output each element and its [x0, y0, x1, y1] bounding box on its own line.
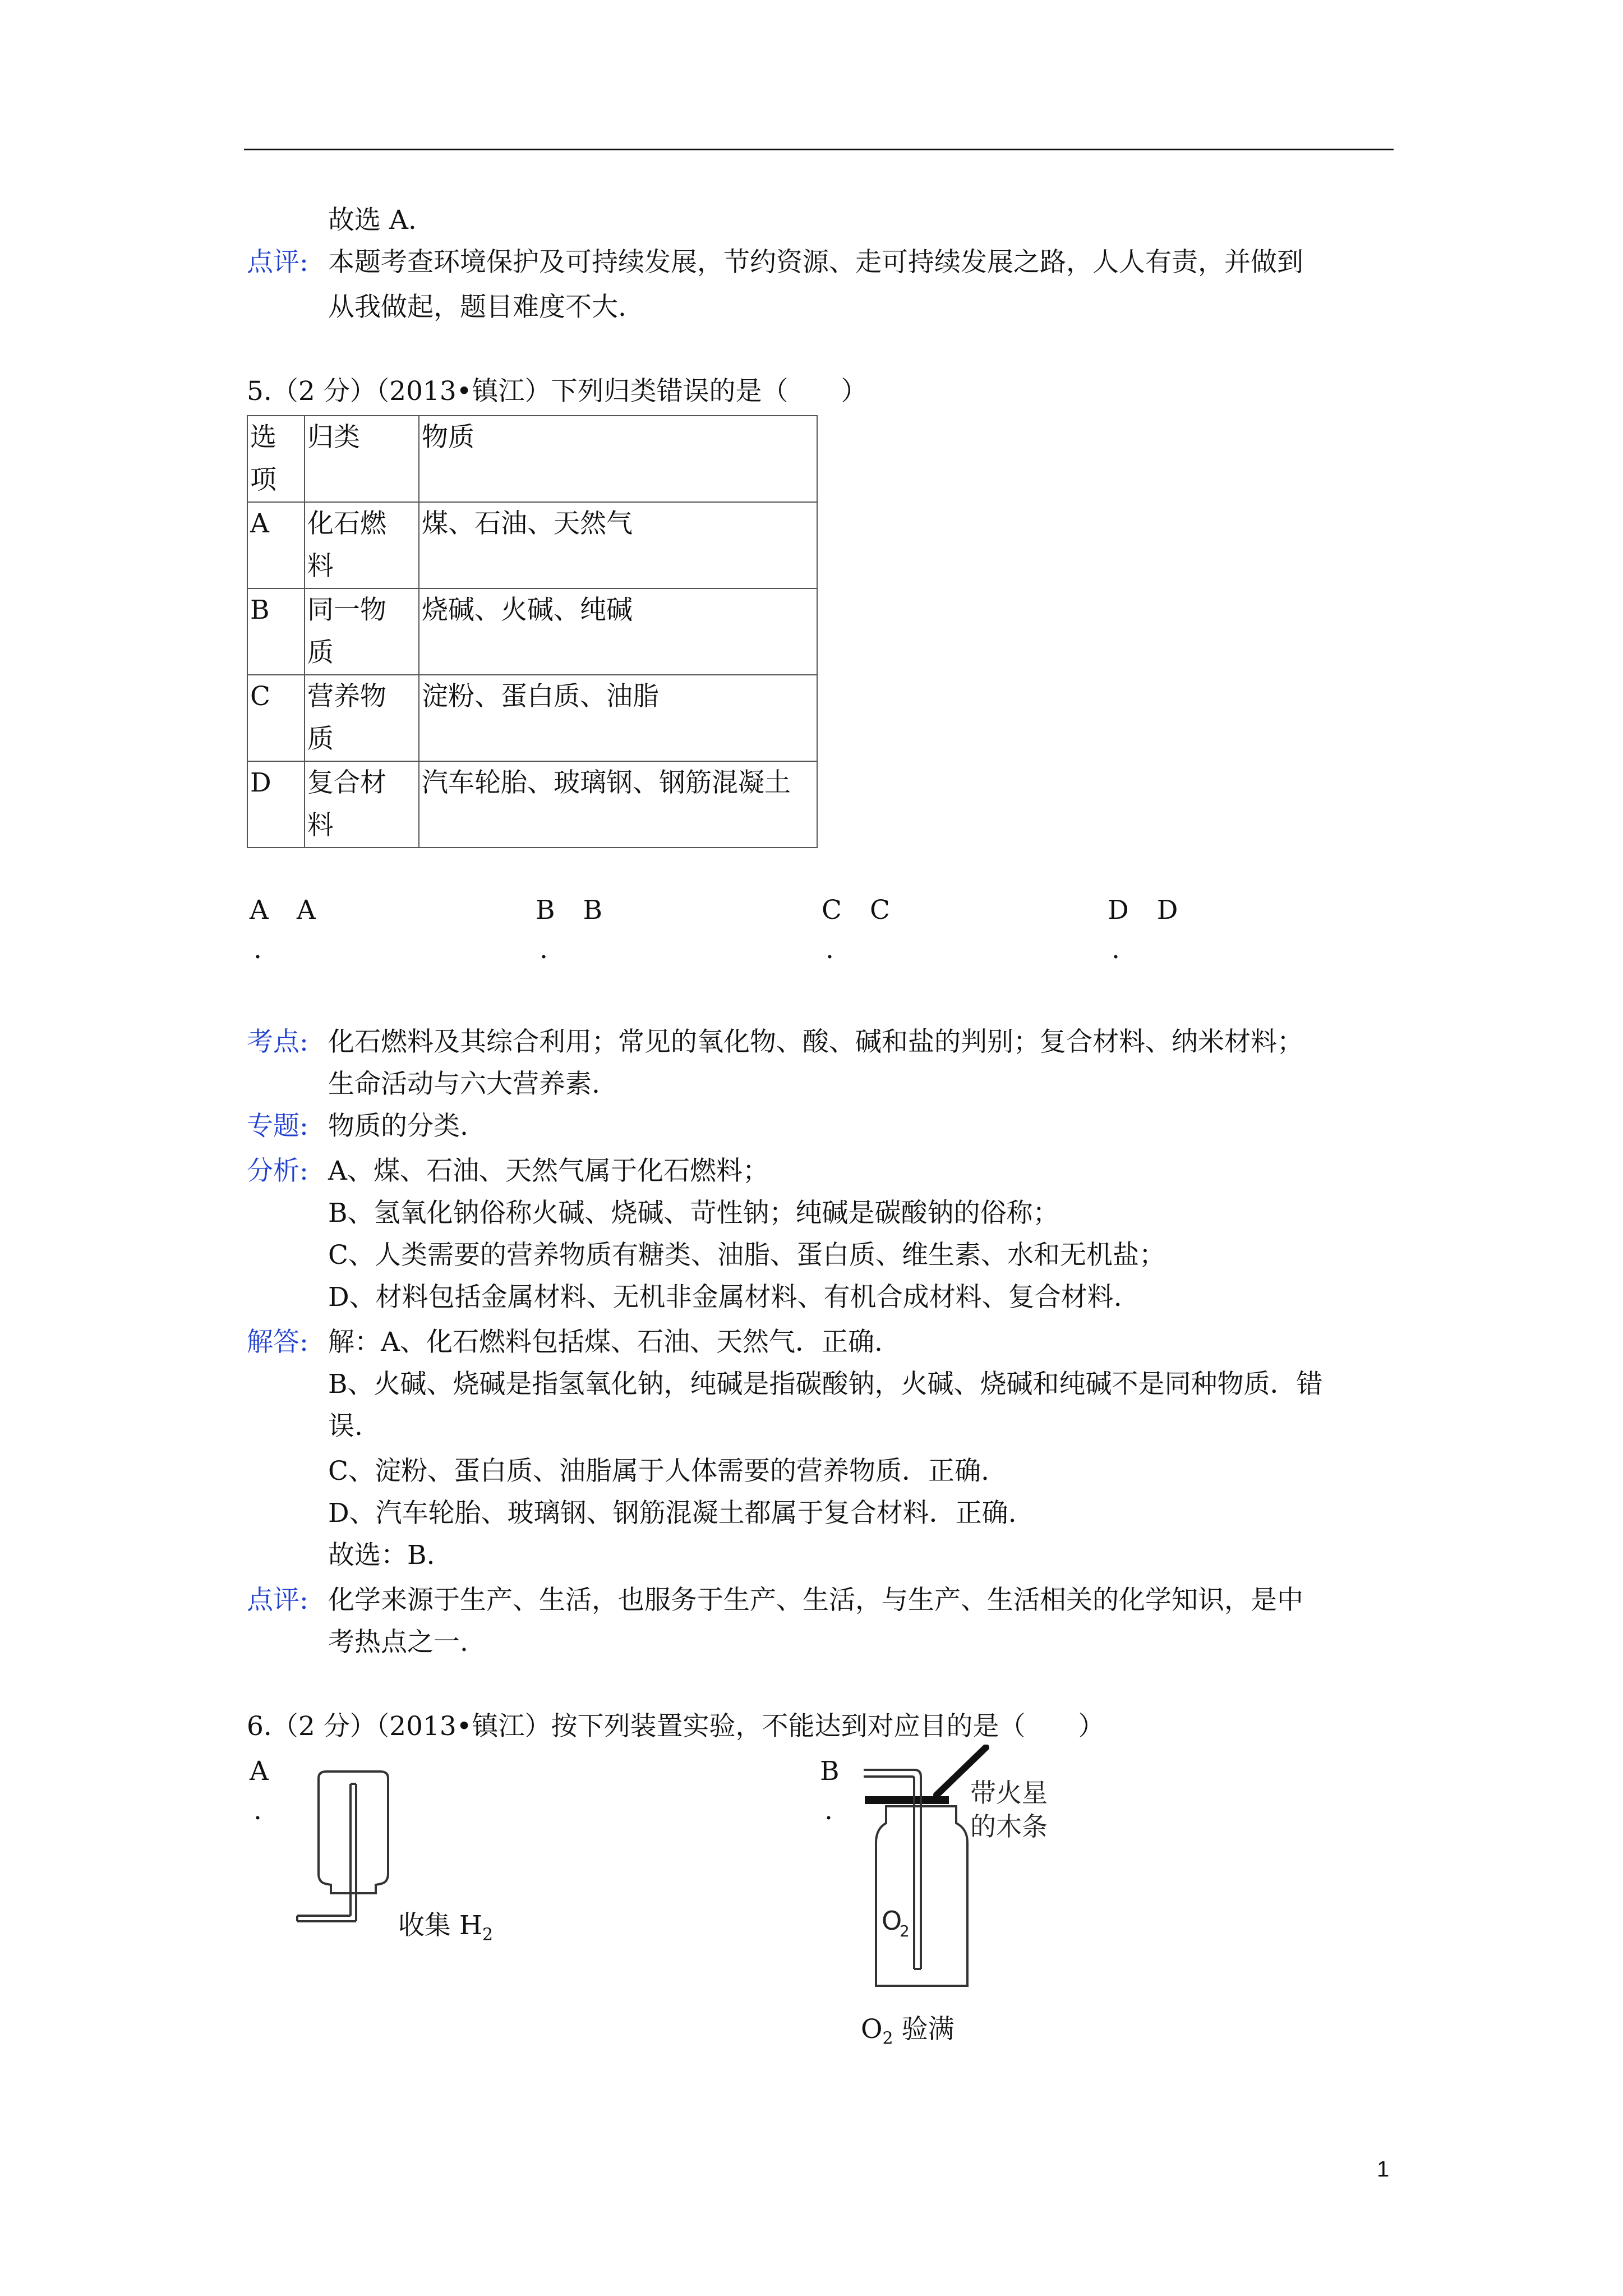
fenxi-line: B、氢氧化钠俗称火碱、烧碱、苛性钠；纯碱是碳酸钠的俗称；	[328, 1198, 1059, 1228]
table-row	[247, 502, 817, 588]
splint-label-line1: 带火星	[970, 1778, 1048, 1808]
table-header-row	[247, 416, 817, 502]
q6-option-b-dot: .	[824, 1795, 833, 1826]
header-cell-option: 选 项	[247, 416, 305, 502]
jieda-line: B、火碱、烧碱是指氢氧化钠，纯碱是指碳酸钠，火碱、烧碱和纯碱不是同种物质．错	[328, 1369, 1323, 1400]
prev-comment-line2: 从我做起，题目难度不大.	[328, 292, 626, 323]
kaodian-line1: 化石燃料及其综合利用；常见的氧化物、酸、碱和盐的判别；复合材料、纳米材料；	[328, 1027, 1303, 1057]
kaodian-label: 考点:	[247, 1027, 308, 1057]
kaodian-line2: 生命活动与六大营养素.	[328, 1069, 600, 1099]
jieda-label: 解答:	[247, 1327, 308, 1358]
header-rule	[244, 149, 1394, 150]
prev-answer: 故选 A.	[328, 205, 417, 236]
prev-comment-label: 点评:	[247, 247, 308, 278]
dianping-label: 点评:	[247, 1585, 308, 1616]
fenxi-line: C、人类需要的营养物质有糖类、油脂、蛋白质、维生素、水和无机盐；	[328, 1240, 1165, 1271]
o2-bottle-label: O	[882, 1906, 902, 1936]
choice-a-dot: .	[253, 934, 262, 965]
choice-c[interactable]: C C	[822, 895, 890, 926]
jieda-line: 故选：B.	[328, 1540, 435, 1571]
q6-stem: 6.（2 分）（2013•镇江）按下列装置实验，不能达到对应目的是（ ）	[247, 1711, 1105, 1742]
row-option: D	[247, 761, 305, 848]
page-number: 1	[1377, 2157, 1390, 2182]
q6-option-b-letter[interactable]: B	[820, 1756, 840, 1787]
h2-collection-apparatus	[292, 1767, 415, 1947]
row-option: B	[247, 588, 305, 675]
row-option: A	[247, 502, 305, 588]
q6-option-a-letter[interactable]: A	[250, 1756, 269, 1787]
jieda-line: C、淀粉、蛋白质、油脂属于人体需要的营养物质．正确.	[328, 1456, 989, 1487]
row-items: 煤、石油、天然气	[419, 502, 817, 588]
q5-classification-table	[247, 415, 818, 848]
dianping-line2: 考热点之一.	[328, 1627, 468, 1658]
row-category: 营养物 质	[305, 675, 419, 761]
inverted-bottle	[319, 1772, 388, 1893]
table-row	[247, 588, 817, 675]
q6-option-a-caption: 收集 $H_2$	[398, 1910, 494, 1945]
q6-option-a-dot: .	[253, 1795, 262, 1826]
row-items: 烧碱、火碱、纯碱	[419, 588, 817, 675]
header-cell-items: 物质	[419, 416, 817, 502]
choice-a[interactable]: A A	[250, 895, 316, 926]
row-category: 同一物 质	[305, 588, 419, 675]
row-option: C	[247, 675, 305, 761]
fenxi-line: A、煤、石油、天然气属于化石燃料；	[328, 1156, 769, 1186]
jieda-line: 解：A、化石燃料包括煤、石油、天然气．正确.	[328, 1327, 883, 1358]
fenxi-label: 分析:	[247, 1156, 308, 1186]
fenxi-line: D、材料包括金属材料、无机非金属材料、有机合成材料、复合材料.	[328, 1282, 1122, 1313]
dianping-line1: 化学来源于生产、生活，也服务于生产、生活，与生产、生活相关的化学知识，是中	[328, 1585, 1303, 1616]
q6-option-b-caption: $O_2$ 验满	[861, 2014, 955, 2049]
zhuanti-label: 专题:	[247, 1111, 308, 1142]
choice-d-dot: .	[1112, 934, 1120, 965]
jieda-line: 误.	[328, 1411, 363, 1442]
row-category: 化石燃 料	[305, 502, 419, 588]
choice-b[interactable]: B B	[536, 895, 603, 926]
o2-test-full-apparatus	[858, 1745, 1071, 1991]
zhuanti-text: 物质的分类.	[328, 1111, 468, 1142]
table-row	[247, 675, 817, 761]
table-row	[247, 761, 817, 848]
q5-stem: 5.（2 分）（2013•镇江）下列归类错误的是（ ）	[247, 376, 868, 407]
o2-bottle-subscript: 2	[900, 1922, 910, 1940]
row-items: 淀粉、蛋白质、油脂	[419, 675, 817, 761]
row-items: 汽车轮胎、玻璃钢、钢筋混凝土	[419, 761, 817, 848]
choice-c-dot: .	[826, 934, 834, 965]
row-category: 复合材 料	[305, 761, 419, 848]
choice-d[interactable]: D D	[1108, 895, 1178, 926]
splint-label-line2: 的木条	[970, 1811, 1048, 1842]
prev-comment-line1: 本题考查环境保护及可持续发展，节约资源、走可持续发展之路，人人有责，并做到	[328, 247, 1303, 278]
choice-b-dot: .	[540, 934, 548, 965]
header-cell-category: 归类	[305, 416, 419, 502]
jieda-line: D、汽车轮胎、玻璃钢、钢筋混凝土都属于复合材料．正确.	[328, 1498, 1017, 1529]
